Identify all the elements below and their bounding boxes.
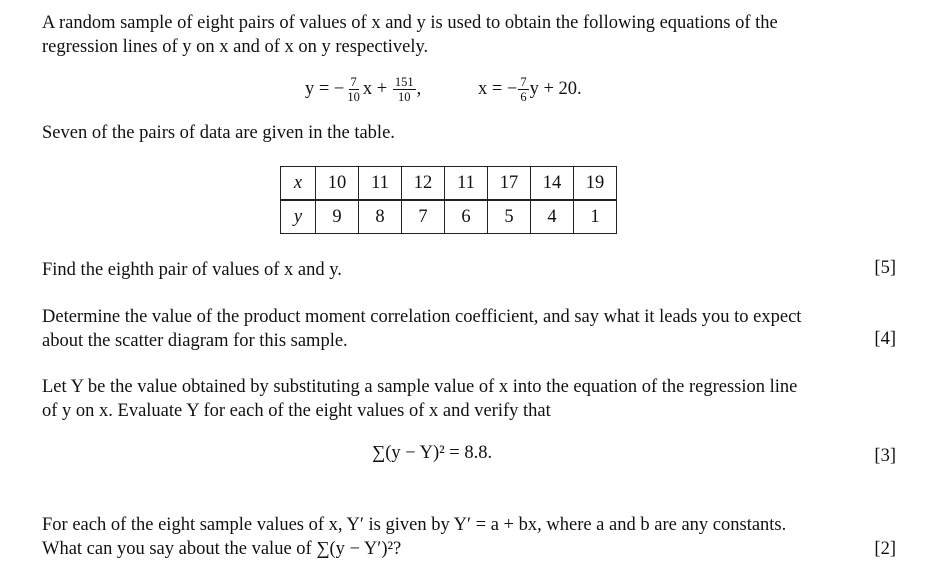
table-x-cell: 14 (531, 167, 574, 201)
intro-paragraph (42, 11, 896, 59)
table-x-cell: 10 (316, 167, 359, 201)
question-3-line-1: Let Y be the value obtained by substituting a sample value of x into the equation of the regression line (42, 377, 798, 397)
eq2-den: 6 (520, 90, 527, 104)
eq2-lhs: x = − (478, 78, 518, 99)
table-x-cell: 19 (574, 167, 617, 201)
question-3-formula: ∑(y − Y)² = 8.8. (372, 443, 493, 463)
table-y-cell: 7 (402, 200, 445, 234)
data-table (280, 166, 617, 234)
eq1-lhs: y = − (305, 78, 345, 99)
eq1-den-1: 10 (347, 90, 360, 104)
table-y-cell: 5 (488, 200, 531, 234)
eq1-num-1: 7 (350, 75, 357, 89)
question-3-marks: [3] (874, 446, 896, 466)
question-1-line-1: Find the eighth pair of values of x and y. (42, 260, 342, 280)
table-y-cell: 6 (445, 200, 488, 234)
question-4-line-1: For each of the eight sample values of x, Y′ is given by Y′ = a + bx, where a and b are any constants. (42, 515, 787, 535)
table-y-label: y (281, 200, 316, 234)
question-4-marks: [2] (874, 539, 896, 559)
table-x-cell: 12 (402, 167, 445, 201)
table-x-cell: 17 (488, 167, 531, 201)
eq1-fraction-2 (393, 76, 416, 103)
eq1-den-2: 10 (397, 90, 411, 104)
question-1-marks: [5] (874, 258, 896, 278)
eq2-fraction (518, 76, 528, 103)
intro-line-2: regression lines of y on x and of x on y respectively. (42, 37, 429, 57)
eq2-end: y + 20. (529, 78, 582, 99)
table-y-cell: 8 (359, 200, 402, 234)
question-3-line-2: of y on x. Evaluate Y for each of the eight values of x and verify that (42, 401, 551, 421)
table-row-y (281, 200, 617, 234)
eq1-fraction-1 (345, 76, 362, 103)
question-3 (42, 375, 896, 423)
question-2-line-1: Determine the value of the product moment correlation coefficient, and say what it leads you to expect (42, 307, 802, 327)
eq1-num-2: 151 (394, 75, 414, 89)
regression-equation-y-on-x (305, 76, 421, 103)
question-2-marks: [4] (874, 329, 896, 349)
question-2-line-2: about the scatter diagram for this sample. (42, 331, 348, 351)
eq2-num: 7 (520, 75, 527, 89)
regression-equation-x-on-y (478, 76, 582, 103)
table-x-cell: 11 (359, 167, 402, 201)
eq1-mid: x + (362, 78, 388, 99)
question-1 (42, 258, 896, 282)
table-x-label: x (281, 167, 316, 201)
table-row-x (281, 167, 617, 201)
question-2 (42, 305, 896, 353)
intro-line-1: A random sample of eight pairs of values of x and y is used to obtain the following equations of the (42, 13, 778, 33)
table-y-cell: 1 (574, 200, 617, 234)
eq1-end: , (416, 78, 422, 99)
table-intro: Seven of the pairs of data are given in the table. (42, 123, 395, 143)
table-y-cell: 4 (531, 200, 574, 234)
table-y-cell: 9 (316, 200, 359, 234)
question-4 (42, 513, 896, 561)
question-4-line-2: What can you say about the value of ∑(y − Y′)²? (42, 539, 402, 559)
table-x-cell: 11 (445, 167, 488, 201)
